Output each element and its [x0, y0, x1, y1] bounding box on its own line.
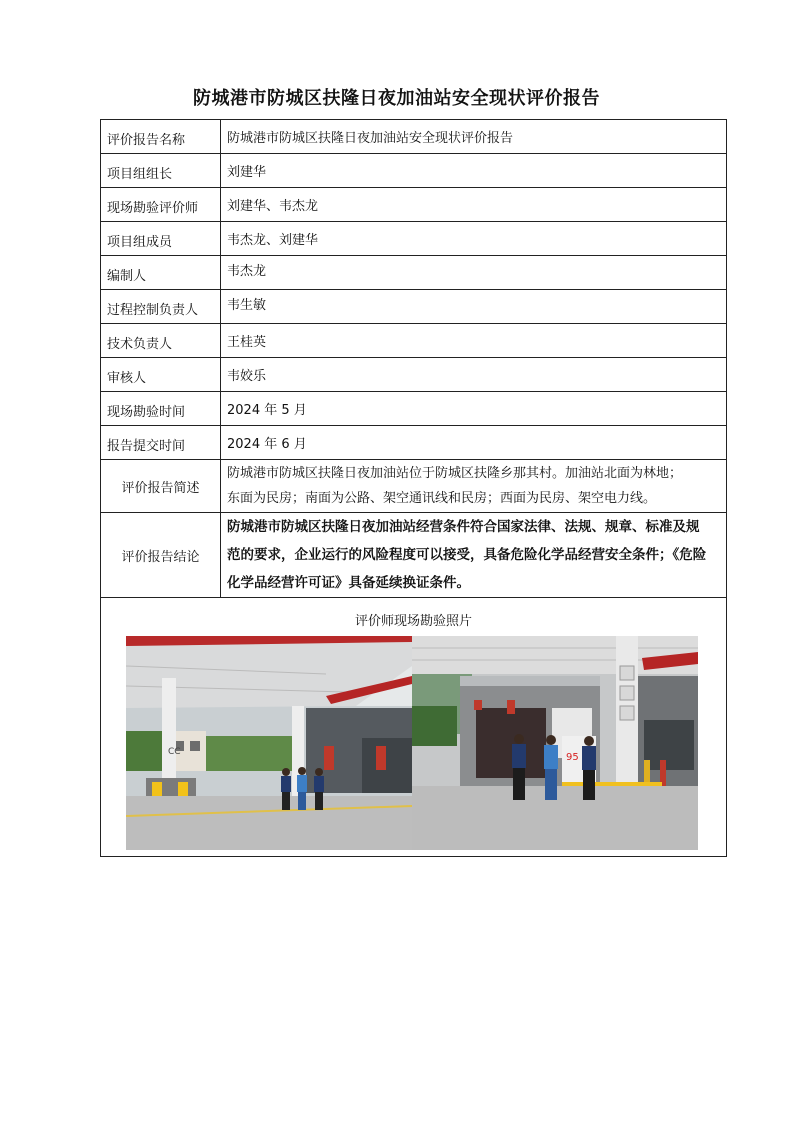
conclusion-label: 评价报告结论 — [101, 513, 221, 598]
table-row — [101, 222, 727, 256]
row-value: 韦杰龙、刘建华 — [221, 222, 727, 256]
table-row — [101, 392, 727, 426]
pump-sign: 95 — [566, 752, 579, 763]
row-label: 项目组组长 — [101, 154, 221, 188]
row-value: 韦杰龙 — [221, 256, 727, 290]
photos-caption: 评价师现场勘验照片 — [354, 614, 472, 629]
summary-line: 防城港市防城区扶隆日夜加油站位于防城区扶隆乡那其村。加油站北面为林地； — [227, 466, 683, 481]
row-value: 王桂英 — [221, 324, 727, 358]
row-label: 评价报告名称 — [101, 120, 221, 154]
summary-row — [101, 460, 727, 513]
row-value: 2024 年 6 月 — [221, 426, 727, 460]
summary-label: 评价报告简述 — [101, 460, 221, 513]
summary-text — [221, 460, 727, 513]
table-row — [101, 188, 727, 222]
summary-line: 东面为民房；南面为公路、架空通讯线和民房；西面为民房、架空电力线。 — [227, 491, 657, 506]
row-label: 现场勘验评价师 — [101, 188, 221, 222]
page-title: 防城港市防城区扶隆日夜加油站安全现状评价报告 — [193, 88, 600, 109]
row-label: 技术负责人 — [101, 324, 221, 358]
conclusion-line: 范的要求，企业运行的风险程度可以接受，具备危险化学品经营安全条件；《危险 — [227, 547, 707, 563]
table-row — [101, 256, 727, 290]
site-photo-left — [126, 636, 412, 850]
row-value: 防城港市防城区扶隆日夜加油站安全现状评价报告 — [221, 120, 727, 154]
row-value: 韦生敏 — [221, 290, 727, 324]
row-label: 过程控制负责人 — [101, 290, 221, 324]
row-value: 韦姣乐 — [221, 358, 727, 392]
row-value: 刘建华、韦杰龙 — [221, 188, 727, 222]
row-value: 刘建华 — [221, 154, 727, 188]
table-row — [101, 426, 727, 460]
table-row — [101, 154, 727, 188]
row-label: 现场勘验时间 — [101, 392, 221, 426]
conclusion-line: 防城港市防城区扶隆日夜加油站经营条件符合国家法律、法规、规章、标准及规 — [227, 519, 700, 535]
pillar-sign: CC — [168, 747, 181, 757]
row-value: 2024 年 5 月 — [221, 392, 727, 426]
table-row — [101, 324, 727, 358]
site-photo-right — [412, 636, 698, 850]
table-row — [101, 120, 727, 154]
row-label: 项目组成员 — [101, 222, 221, 256]
photos-row — [101, 598, 727, 857]
photo-strip — [126, 636, 698, 850]
row-label: 报告提交时间 — [101, 426, 221, 460]
row-label: 编制人 — [101, 256, 221, 290]
table-row — [101, 358, 727, 392]
row-label: 审核人 — [101, 358, 221, 392]
table-row — [101, 290, 727, 324]
conclusion-row — [101, 513, 727, 598]
photos-cell — [101, 598, 727, 857]
report-info-table — [100, 119, 727, 857]
conclusion-line: 化学品经营许可证》具备延续换证条件。 — [227, 575, 470, 591]
conclusion-text — [221, 513, 727, 598]
